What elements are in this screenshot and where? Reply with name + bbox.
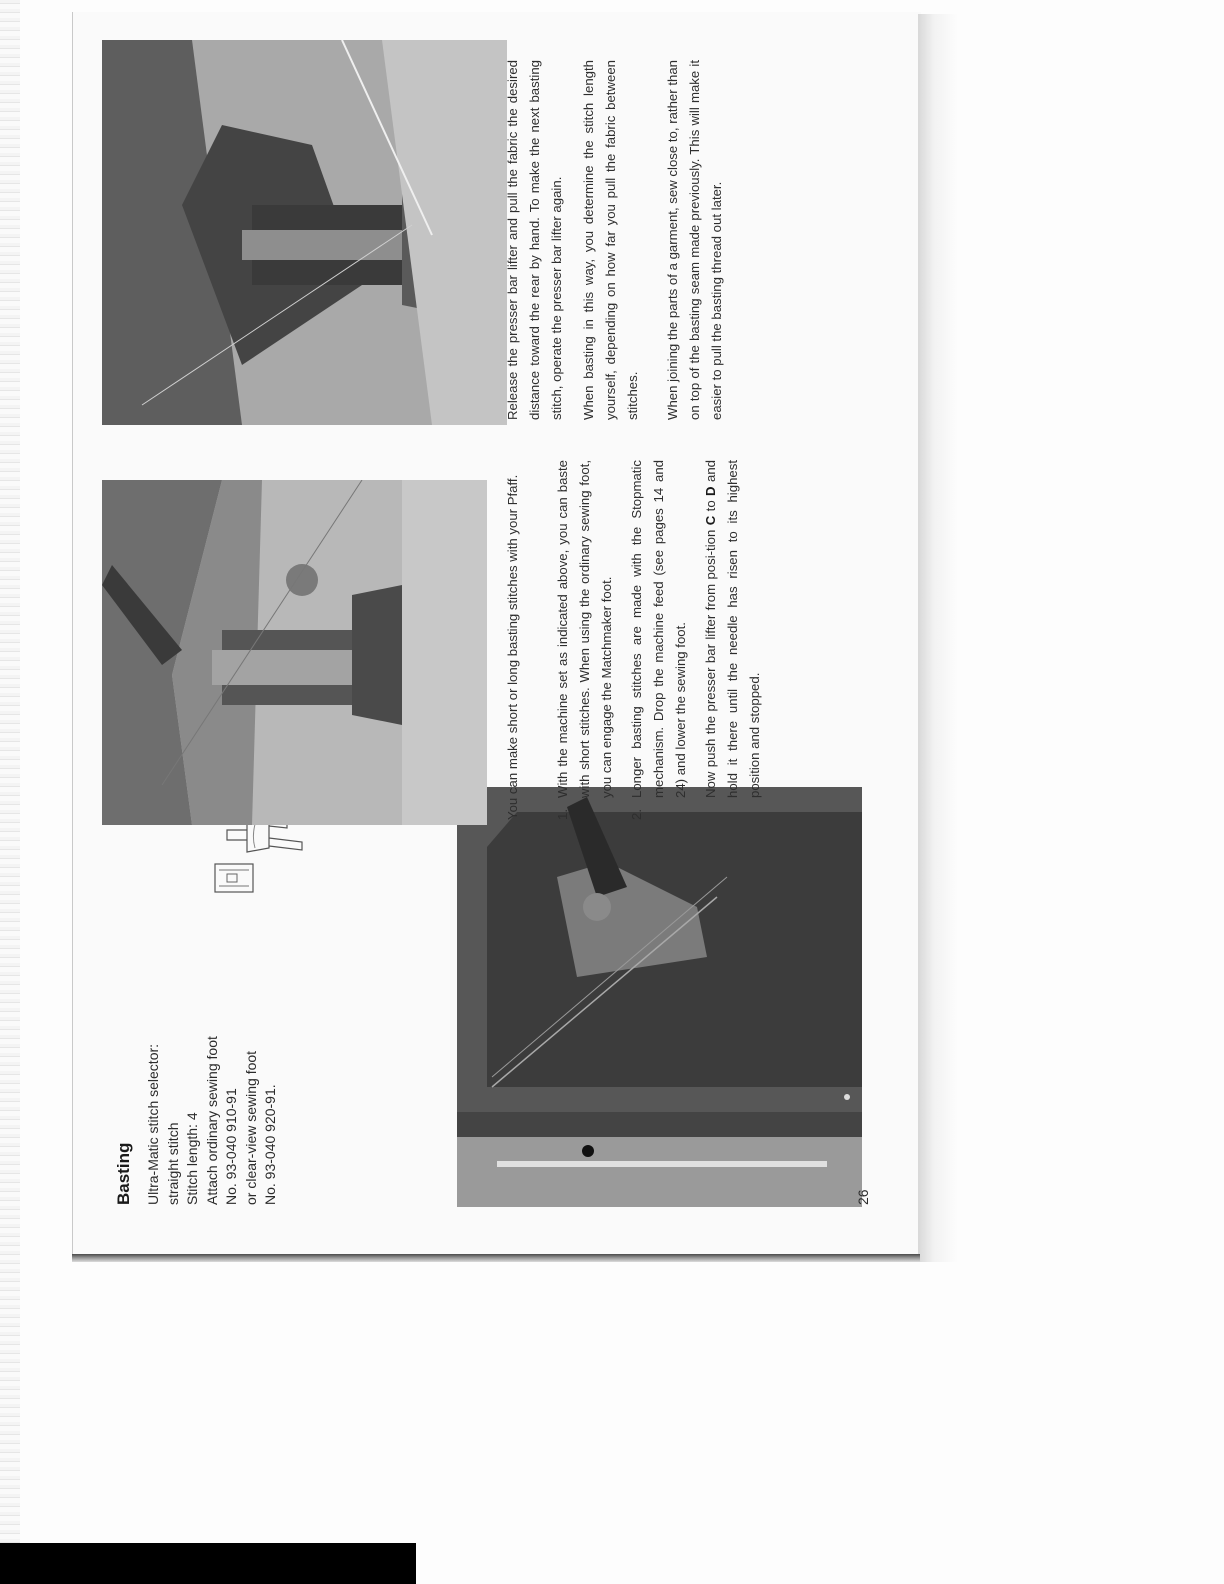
settings-line: No. 93-040 920-91. <box>262 1084 278 1205</box>
step-sub-paragraph <box>700 460 766 798</box>
sub-text-mid: to <box>703 495 718 516</box>
sub-text-start: Now push the presser bar lifter from posi-tion <box>703 525 718 798</box>
step-text: Longer basting stitches are made with the Stopmatic mechanism. Drop the machine feed (see pages 14 and 24) and lower the sewing foot. <box>629 460 688 798</box>
step-number: 1. <box>555 809 570 820</box>
paragraph: Release the presser bar lifter and pull the fabric the desired distance toward the rear by hand. To make the next basting stitch, operate the presser bar lifter again. <box>505 60 564 420</box>
settings-line: straight stitch <box>164 1122 181 1205</box>
sub-text-end: and hold it there until the needle has risen to its highest position and stopped. <box>703 459 762 798</box>
middle-text-column <box>502 460 774 820</box>
photo-presser-bar-lifter <box>457 787 862 1207</box>
list-item <box>552 460 618 820</box>
bullet-dot-icon <box>582 1145 594 1157</box>
settings-line: Ultra-Matic stitch selector: <box>145 1043 161 1205</box>
steps-list <box>552 460 766 820</box>
settings-line: Attach ordinary sewing foot <box>203 1036 220 1205</box>
page-number: 26 <box>855 1189 871 1205</box>
settings-line: Stitch length: 4 <box>184 1112 200 1205</box>
paragraph: When basting in this way, you determine the stitch length yourself, depending on how far you pull the fabric between stitches. <box>581 60 640 420</box>
intro-paragraph: You can make short or long basting stitches with your Pfaff. <box>505 474 520 820</box>
list-item <box>626 460 766 820</box>
step-text: With the machine set as indicated above, you can baste with short stitches. When using the ordinary sewing foot, you can engage the Matchmaker foot. <box>555 460 614 798</box>
settings-line: or clear-view sewing foot <box>242 1050 259 1205</box>
rotated-page-content <box>72 12 920 1260</box>
machine-settings <box>144 945 281 1205</box>
position-d-label: D <box>703 486 718 496</box>
step-number: 2. <box>629 809 644 820</box>
page-shadow-edge <box>918 14 958 1262</box>
right-text-column <box>502 60 738 420</box>
settings-line: No. 93-040 910-91 <box>223 1088 239 1205</box>
section-title: Basting <box>114 1142 133 1205</box>
position-c-label: C <box>703 515 718 526</box>
scan-left-edge <box>0 0 20 1584</box>
paragraph: When joining the parts of a garment, sew close to, rather than on top of the basting seam made previously. This will make it easier to pull the basting thread out later. <box>665 60 724 420</box>
photo-foot-and-fabric <box>102 40 507 425</box>
scan-black-bar <box>0 1543 416 1584</box>
photo-sewing-foot <box>102 480 487 825</box>
